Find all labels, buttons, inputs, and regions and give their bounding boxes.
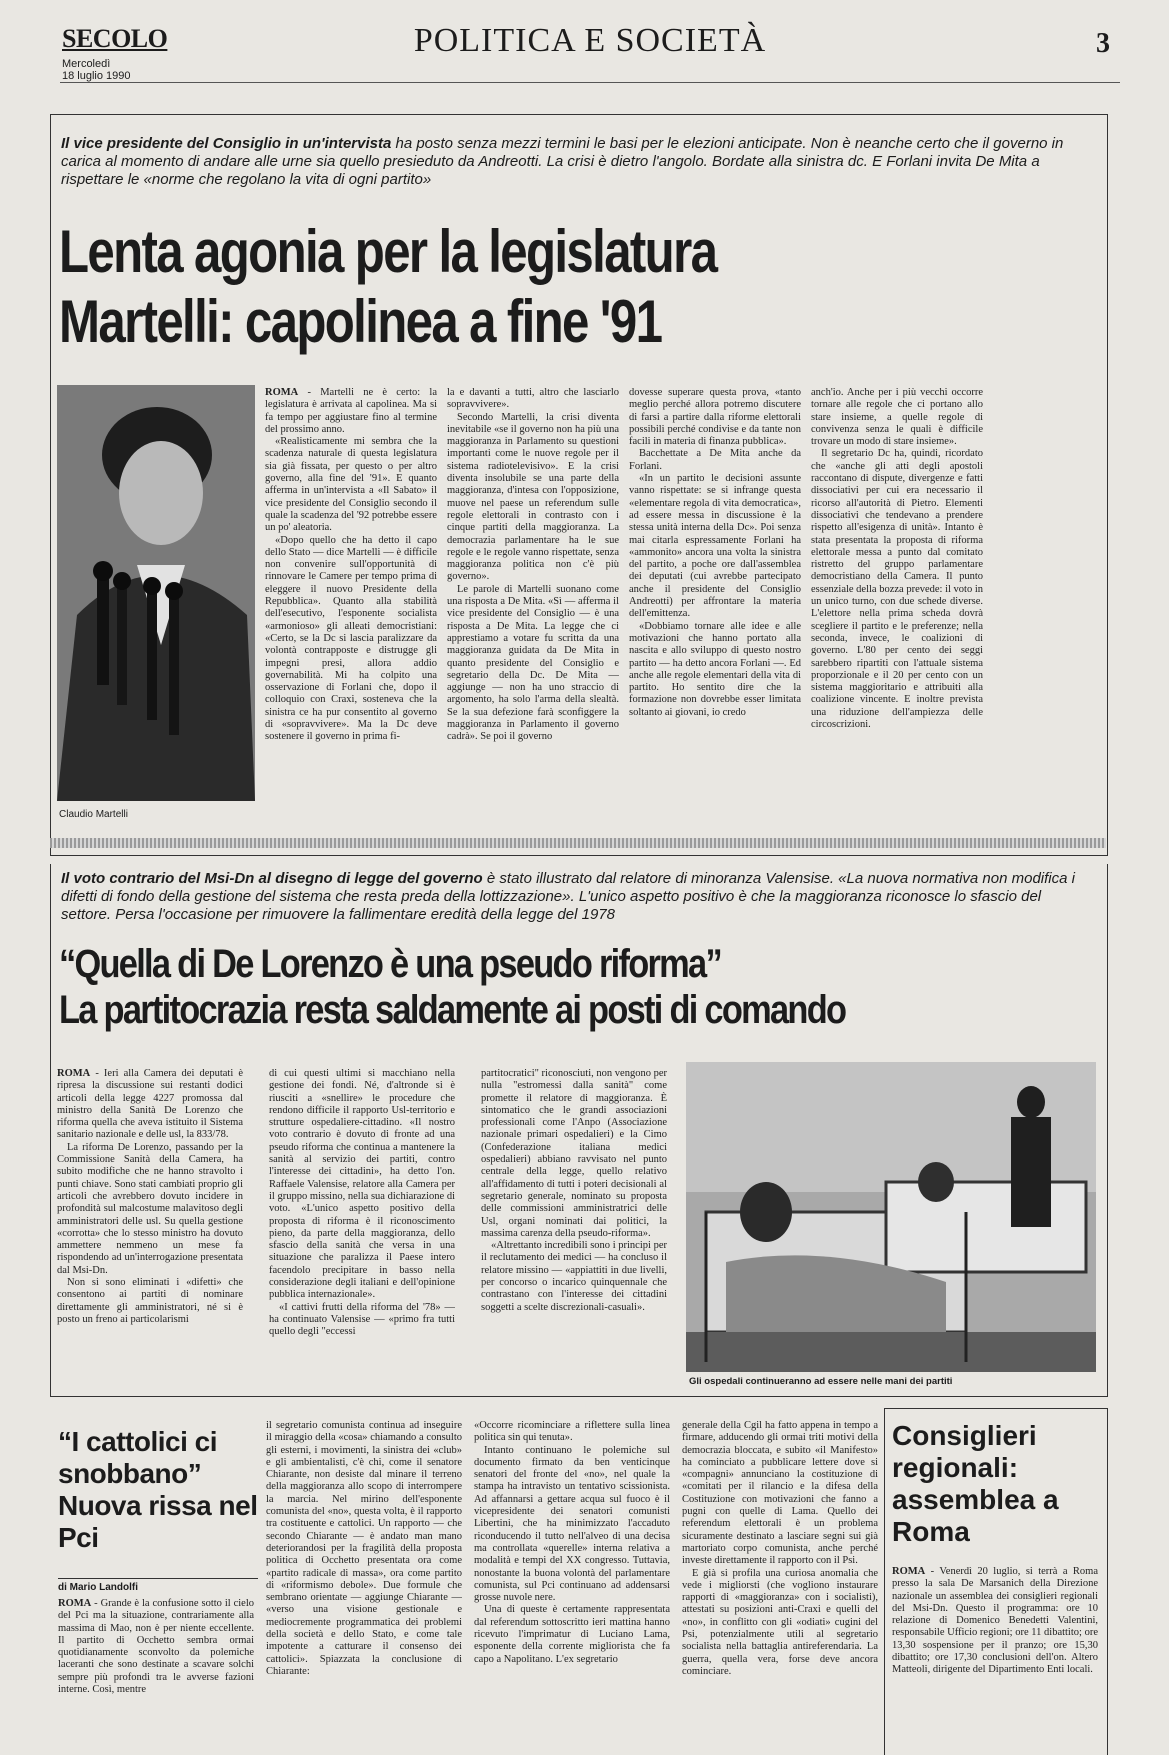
kicker-text: ha posto senza mezzi termini le basi per le elezioni anticipate. Non è neanche certo che il governo in carica al momento di andare alle urne sia quello presieduto da Andreotti. La crisi è dietro l'angolo. Bordate alla sinistra dc. E Forlani invita De Mita a rispettare le «norme che regolano la vita di ogni partito»: [61, 135, 1064, 188]
section-title: POLITICA E SOCIETÀ: [413, 22, 767, 59]
paragraph: dovesse superare questa prova, «tanto meglio perché allora potremo discutere di farsi a partire dalla riforme elettorali possibili perché condivise e da tante non facili in materia di finanza pubblica».: [629, 387, 801, 448]
issue-date: [62, 58, 131, 82]
newspaper-logo: SECOLO: [62, 24, 168, 53]
story4-column: [892, 1566, 1098, 1746]
paragraph: «Occorre ricominciare a riflettere sulla linea politica sin qui tenuta».: [474, 1420, 670, 1444]
photo-martelli-illustration: [57, 385, 255, 801]
story3-column-2: [266, 1420, 462, 1750]
issue-day: 18 luglio 1990: [62, 70, 131, 82]
paragraph: La riforma De Lorenzo, passando per la Commissione Sanità della Camera, ha subito modifiche che ne hanno stravolto i punti chiave. Sono stati cambiati proprio gli articoli che avrebbero dovuto incidere in profondità sul malcostume malavitoso degli amministratori delle usl. Su quella gestione «corrotta» che lo stesso ministro ha dovuto ammettere nemmeno un mese fa rispondendo ad un'interrogazione presentata dal Msi-Dn.: [57, 1141, 243, 1276]
issue-weekday: Mercoledì: [62, 58, 111, 70]
paragraph: E già si profila una curiosa anomalia che vede i migliorsti (che vogliono instaurare rapporti di «maggioranza» con i socialisti), attestati su posizioni anti-Craxi e quelli del «no», in conflitto con gli «odiati» cugini del Psi, potenzialmente utili al segretario socialista nella battaglia antireferendaria. La guerra, quella vera, forse deve ancora cominciare.: [682, 1567, 878, 1677]
paragraph: anch'io. Anche per i più vecchi occorre tornare alle regole che ci portano allo stare insieme, a quelle regole di convivenza senza le quali è difficile trovare un modo di stare insieme».: [811, 387, 983, 448]
photo-caption: Gli ospedali continueranno ad essere nelle mani dei partiti: [689, 1376, 953, 1387]
paragraph: generale della Cgil ha fatto appena in tempo a firmare, adducendo gli ormai triti motivi della democrazia bloccata, e subito «il Manifesto» ha cominciato a pubblicare lettere dove si «compagni» annunciano la costituzione di «comitati per il rilancio e la difesa della Costituzione con motivazioni che fanno a pugni con quelle di Lama. Quello dei referendum elettorali è un problema sicuramente destinato a lasciare segni sui già martoriato corpo comunista, anche perché investe direttamente il rapporto con il Psi.: [682, 1420, 878, 1567]
story1-column-4: [811, 387, 983, 807]
story2-column-1: [57, 1068, 243, 1380]
kicker-bold: Il vice presidente del Consiglio in un'intervista: [61, 135, 392, 152]
story-de-lorenzo: [50, 864, 1108, 1397]
paragraph: Una di queste è certamente rappresentata dal referendum sottoscritto ieri mattina hanno ricevuto l'imprimatur di Luciano Lama, esponente della corrente migliorista che fa capo a Napolitano. L'ex segretario: [474, 1604, 670, 1665]
story-kicker: [61, 135, 1071, 189]
photo-hospital-illustration: [686, 1062, 1096, 1372]
story1-column-3: [629, 387, 801, 807]
paragraph: «In un partito le decisioni assunte vanno rispettate: se si infrange questa «elementare regola di vita democratica», ad essere messa in discussione è la stessa unità interna della Dc». Poi senza mai citarla espressamente Forlani ha «ammonito» ancora una volta la sinistra del partito, a poche ore dall'assemblea dei deputati (cui avrebbe partecipato anche il presidente del Consiglio Andreotti) per affrontare la materia dell'emittenza.: [629, 473, 801, 620]
paragraph: - Ieri alla Camera dei deputati è ripresa la discussione sui restanti dodici articoli della legge 4227 promossa dal ministro della Sanità De Lorenzo che riforma quella che aveva istituito il Sistema sanitario nazionale e delle usl, la 833/78.: [57, 1068, 243, 1141]
dateline: ROMA: [892, 1566, 926, 1577]
dateline: ROMA: [58, 1598, 92, 1609]
headline-consiglieri: Consiglieri regionali: assemblea a Roma: [892, 1420, 1059, 1547]
photo-hospital: [686, 1062, 1096, 1372]
story2-column-2: [269, 1068, 455, 1380]
paragraph: «Dobbiamo tornare alle idee e alle motivazioni che hanno portato alla nascita e allo sviluppo di questo nostro partito — ha detto ancora Forlani —. Ed anche alle regole elementari della vita di partito. Ho sentito dire che la formazione non dovrebbe esser limitata soltanto ai giovani, io credo: [629, 620, 801, 718]
byline: di Mario Landolfi: [58, 1578, 258, 1593]
story1-column-2: [447, 387, 619, 807]
paragraph: «Altrettanto incredibili sono i principi per il reclutamento dei medici — ha concluso il relatore missino — «appiattiti in due livelli, per concorso o incarico quinquennale che contrastano con l'interesse dei cittadini soggetti a scelte discrezionali-casuali».: [481, 1240, 667, 1313]
paragraph: - Martelli ne è certo: la legislatura è arrivata al capolinea. Ma si fa tempo per aggiustare fino al termine del prossimo anno.: [265, 387, 437, 435]
masthead: [60, 22, 1120, 83]
paragraph: «Realisticamente mi sembra che la scadenza naturale di questa legislatura sia già fissata, per questo o per altro governo, alla fine del '91». E quanto afferma in un'intervista a «Il Sabato» il vice presidente del Consiglio secondo il quale la scadenza del '92 potrebbe essere un po' aleatoria.: [265, 436, 437, 534]
separator-rule: [50, 838, 1106, 848]
paragraph: partitocratici" riconosciuti, non vengono per nulla "estromessi dalla sanità" come promette il relatore di maggioranza. È sintomatico che le grandi associazioni professionali come l'Anpo (Associazione nazionale primari ospedalieri) e la Cimo (Confederazione italiana medici ospedalieri) abbiano ravvisato nel punto centrale della legge, quello relativo all'affidamento di tutti i poteri decisionali al segretario generale, nominato su proposta delle commissioni amministratrici delle Usl, organi nominati dai politici, la massima carenza della pseudo-riforma».: [481, 1068, 667, 1239]
paragraph: Intanto continuano le polemiche sul documento firmato da ben venticinque senatori del fronte del «no», nel quale la stampa ha intravisto un tentativo scissionista. Ad affannarsi a gettare acqua sul fuoco è il vicepresidente dei senatori comunisti Libertini, che ha minimizzato l'accaduto riconducendo il tutto nell'alveo di una decisa ma controllata «querelle» interna relativa a modalità e tempi del XX congresso. Tuttavia, nonostante la buona volontà del parlamentare comunista, sul Pci continuano ad addensarsi grosse nuvole nere.: [474, 1444, 670, 1604]
paragraph: Bacchettate a De Mita anche da Forlani.: [629, 448, 801, 472]
paragraph: «I cattivi frutti della riforma del '78» — ha continuato Valensise — «primo fra tutti quello degli "eccessi: [269, 1301, 455, 1338]
paragraph: «Dopo quello che ha detto il capo dello Stato — dice Martelli — è difficile non convenire sull'opportunità di rinnovare le Camere per tempo prima di eleggere il nuovo Presidente della Repubblica». Quanto alla stabilità dell'esecutivo, l'esponente socialista «armonioso» gli alleati democristiani: «Certo, se la Dc si lascia paralizzare da volontà contrapposte e distrugge gli impegni presi, allora addio governabilità. Mi ha colpito una osservazione di Forlani che, dopo il colloquio con Craxi, sosteneva che la sinistra ce ha pur consentito al governo di «sopravvivere». Ma la Dc deve sostenere il governo in prima fi-: [265, 534, 437, 743]
paragraph: - Grande è la confusione sotto il cielo del Pci ma la situazione, contrariamente alla massima di Mao, non è per niente eccellente. Il partito di Occhetto sembra ormai quotidianamente sconvolto da polemiche laceranti che sono destinate a scavare solchi sempre più profondi tra le avverse fazioni interne. Così, mentre: [58, 1598, 254, 1696]
kicker-bold: Il voto contrario del Msi-Dn al disegno di legge del governo: [61, 870, 483, 887]
story1-column-1: [265, 387, 437, 807]
headline-line2: Martelli: capolinea a fine '91: [59, 288, 662, 355]
paragraph: Le parole di Martelli suonano come una risposta a De Mita. «Sì — afferma il vice presidente del Consiglio — è una risposta a De Mita. La legge che ci apprestiamo a votare fu scritta da una maggioranza guidata da De Mita in quanto presidente del Consiglio e segretario della Dc. De Mita — aggiunge — non ha uno straccio di argomento, ha solo l'arma della slealtà. Se la sua defezione farà sconfiggere la maggioranza in Parlamento il governo cadrà». Se poi il governo: [447, 583, 619, 743]
paragraph: il segretario comunista continua ad inseguire il miraggio della «cosa» chiamando a consulto gli esterni, i movimenti, la sinistra dei «club» e gli ambientalisti, c'è chi, come il senatore Chiarante, non desiste dal minare il terreno della maggioranza allo scopo di interrompere la marcia. Nel mirino dell'esponente comunista del «no», questa volta, è il rapporto tra costituente e cattolici. Un rapporto — che secondo Chiarante — è andato man mano deteriorandosi per la fragilità della proposta politica di Occhetto presentata ora come «partito radicale di massa», ora come partito di «riformismo debole». Due formule che sembrano orientate — aggiunge Chiarante — «verso una visione gestionale e mediocremente programmatica dei problemi della società e dello Stato, e come tale impotente a catturare il consenso dei cattolici». Spiazzata la conclusione di Chiarante:: [266, 1420, 462, 1677]
paragraph: Il segretario Dc ha, quindi, ricordato che «anche gli atti degli apostoli raccontano di dispute, divergenze e fatti dissociativi per cui era necessario il ricorso all'autorità di Pietro. Elementi dissociativi che tendevano a prendere rispetto all'esigenza di unità». Intanto è stata presentata la proposta di riforma elettorale messa a punto dal comitato ristretto del gruppo parlamentare democristiano della Camera. Il punto essenziale della bozza prevede: il voto in un unico turno, con due schede diverse. L'elettore nella prima scheda dovrà scegliere il partito e le preferenze; nella seconda, invece, le coalizioni di governo. L'80 per cento dei seggi sarebbero ripartiti con l'attuale sistema proporzionale e il 20 per cento con un sistema maggioritario e attribuiti alla coalizione vincente. E inoltre prevista una riduzione dell'ampiezza delle circoscrizioni.: [811, 448, 983, 731]
paragraph: Secondo Martelli, la crisi diventa inevitabile «se il governo non ha più una maggioranza in Parlamento su questioni importanti come le nuove regole per il sistema radiotelevisivo». E la crisi diventa insolubile se una parte della maggioranza, d'intesa con l'opposizione, muove nel paese un referendum sulle regole elettorali in contrasto con i cinque partiti della maggioranza. La democrazia parlamentare ha le sue regole e le regole vanno rispettate, senza maggioranza politica non c'è più governo».: [447, 411, 619, 583]
story2-column-3: [481, 1068, 667, 1380]
story3-column-4: [682, 1420, 878, 1750]
story-kicker: [61, 870, 1081, 924]
headline-pci: “I cattolici ci snobbano” Nuova rissa nel Pci: [58, 1426, 258, 1553]
paragraph: la e davanti a tutti, altro che lasciarlo sopravvivere».: [447, 387, 619, 411]
paragraph: Non si sono eliminati i «difetti» che consentono ai partiti di nominare direttamente gli amministratori, né si è posto un freno ai particolarismi: [57, 1277, 243, 1325]
page-number: 3: [1096, 28, 1110, 59]
headline-line2: La partitocrazia resta saldamente ai posti di comando: [59, 988, 846, 1032]
headline-line1: Lenta agonia per la legislatura: [59, 218, 717, 285]
headline-line1: “Quella di De Lorenzo è una pseudo riforma”: [59, 942, 721, 986]
dateline: ROMA: [265, 387, 299, 398]
story3-column-3: [474, 1420, 670, 1750]
dateline: ROMA: [57, 1068, 91, 1079]
paragraph: - Venerdì 20 luglio, si terrà a Roma presso la sala De Marsanich della Direzione nazionale un assemblea dei consiglieri regionali del Msi-Dn. Questo il programma: ore 10 relazione di Domenico Benedetti Valentini, responsabile Ufficio regioni; ore 11 dibattito; ore 13,30 sospensione per il pranzo; ore 15,30 dibattito; ore 17,30 conclusioni dell'on. Altero Matteoli, dirigente del Dipartimento Enti locali.: [892, 1566, 1098, 1676]
kicker-text: è stato illustrato dal relatore di minoranza Valensise. «La nuova normativa non modifica i difetti di fondo della gestione del sistema che resta preda della lottizzazione». L'unico aspetto positivo è che la maggioranza riconosce lo sfascio del settore. Persa l'occasione per rimuovere la fallimentare eredità della legge del 1978: [61, 870, 1075, 923]
story-martelli: [50, 114, 1108, 856]
photo-caption: Claudio Martelli: [59, 809, 128, 820]
story3-column-1: [58, 1598, 254, 1748]
photo-martelli: [57, 385, 255, 801]
paragraph: di cui questi ultimi si macchiano nella gestione dei fondi. Né, d'altronde si è riusciti a «snellire» le procedure che rendono difficile il rapporto Usl-territorio e strutture ospedaliere-cittadino. «Il nostro voto contrario è dovuto di fronte ad una pseudo riforma che continua a mantenere la sanità al servizio dei partiti, contro l'interesse dei cittadini», ha detto l'on. Raffaele Valensise, relatore alla Camera per il gruppo missino, nella sua dichiarazione di voto. «L'unico aspetto positivo della proposta di riforma è il riconoscimento pieno, da parte della maggioranza, dello sfascio della sanità che versa in una situazione che paralizza il Paese intero facendolo precipitare in basso nella considerazione degli italiani e dell'opinione pubblica internazionale».: [269, 1068, 455, 1301]
